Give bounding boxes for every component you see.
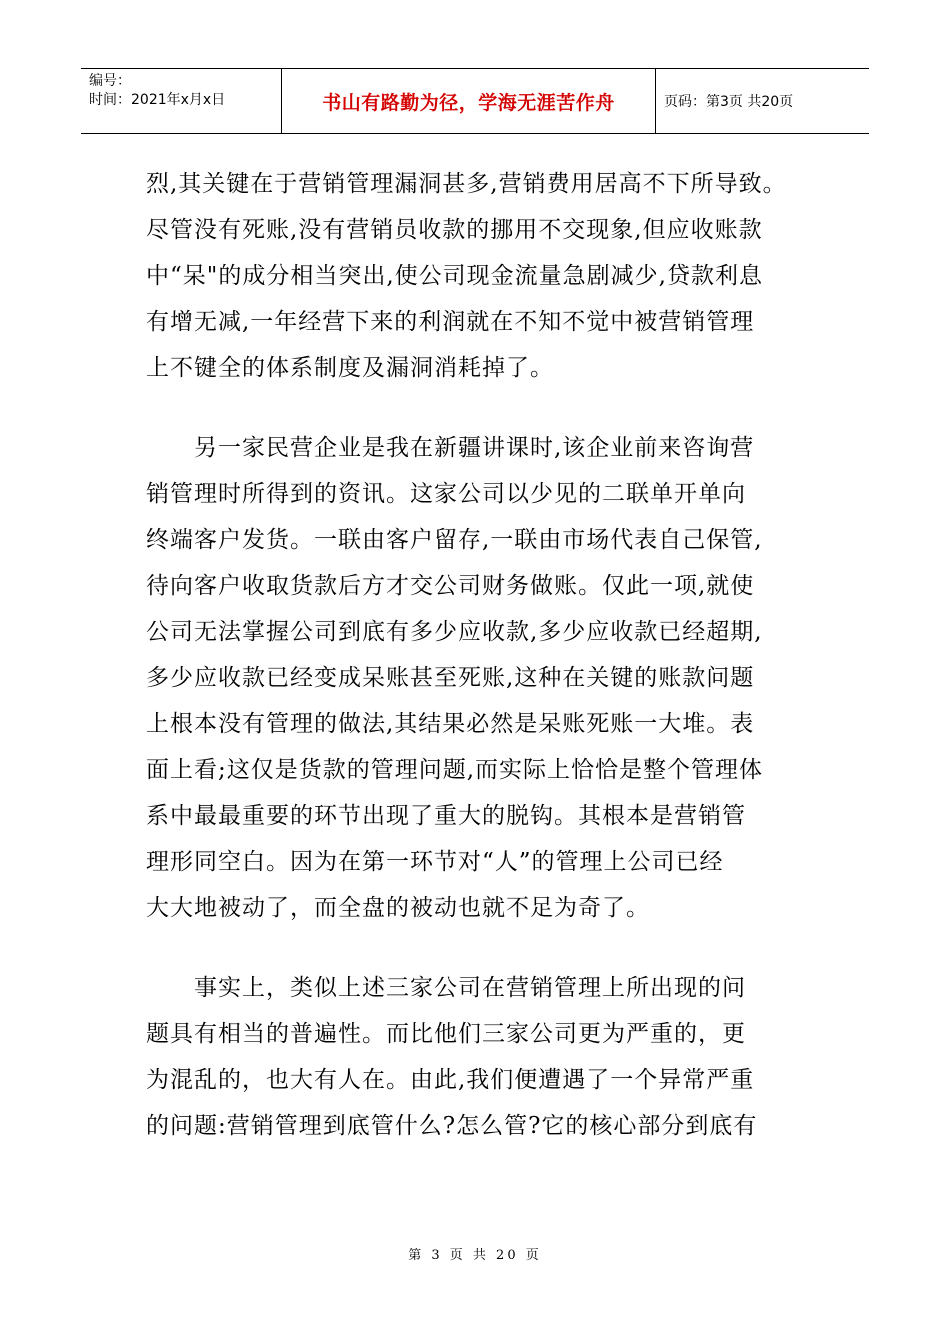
text-line: 销管理时所得到的资讯。这家公司以少见的二联单开单向 [146, 481, 746, 507]
text-line: 中“呆"的成分相当突出,使公司现金流量急剧减少,贷款利息 [146, 263, 763, 289]
text-line: 有增无减,一年经营下来的利润就在不知不觉中被营销管理 [146, 309, 755, 335]
paragraph-1 [146, 161, 806, 391]
text-line: 大大地被动了，而全盘的被动也就不足为奇了。 [146, 895, 650, 921]
text-line: 为混乱的，也大有人在。由此,我们便遭遇了一个异常严重 [146, 1067, 755, 1093]
header-page-info: 页码：第3页 共20页 [664, 94, 794, 110]
text-line: 的问题:营销管理到底管什么?怎么管?它的核心部分到底有 [146, 1113, 758, 1139]
paragraph-gap [146, 931, 806, 965]
paragraph-gap [146, 391, 806, 425]
text-line: 上不键全的体系制度及漏洞消耗掉了。 [146, 355, 554, 381]
paragraph-3 [146, 965, 806, 1149]
paragraph-2 [146, 425, 806, 931]
text-line: 另一家民营企业是我在新疆讲课时,该企业前来咨询营 [194, 435, 755, 461]
text-line: 尽管没有死账,没有营销员收款的挪用不交现象,但应收账款 [146, 217, 763, 243]
text-line: 上根本没有管理的做法,其结果必然是呆账死账一大堆。表 [146, 711, 755, 737]
document-time-label: 时间：2021年x月x日 [89, 92, 226, 108]
text-line: 事实上，类似上述三家公司在营销管理上所出现的问 [194, 975, 746, 1001]
text-line: 终端客户发货。一联由客户留存,一联由市场代表自己保管, [146, 527, 763, 553]
text-line: 公司无法掌握公司到底有多少应收款,多少应收款已经超期, [146, 619, 763, 645]
text-line: 系中最最重要的环节出现了重大的脱钩。其根本是营销管 [146, 803, 746, 829]
text-line: 烈,其关键在于营销管理漏洞甚多,营销费用居高不下所导致。 [146, 171, 787, 197]
header-motto: 书山有路勤为径，学海无涯苦作舟 [282, 69, 656, 133]
page-footer: 第 3 页 共 20 页 [408, 1248, 542, 1263]
text-line: 待向客户收取货款后方才交公司财务做账。仅此一项,就使 [146, 573, 755, 599]
header-meta-cell [81, 69, 282, 133]
text-line: 面上看;这仅是货款的管理问题,而实际上恰恰是整个管理体 [146, 757, 764, 783]
document-body [146, 161, 806, 1149]
text-line: 理形同空白。因为在第一环节对“人”的管理上公司已经 [146, 849, 724, 875]
document-header [81, 68, 869, 134]
text-line: 题具有相当的普遍性。而比他们三家公司更为严重的，更 [146, 1021, 746, 1047]
text-line: 多少应收款已经变成呆账甚至死账,这种在关键的账款问题 [146, 665, 755, 691]
document-number-label: 编号： [89, 73, 131, 89]
